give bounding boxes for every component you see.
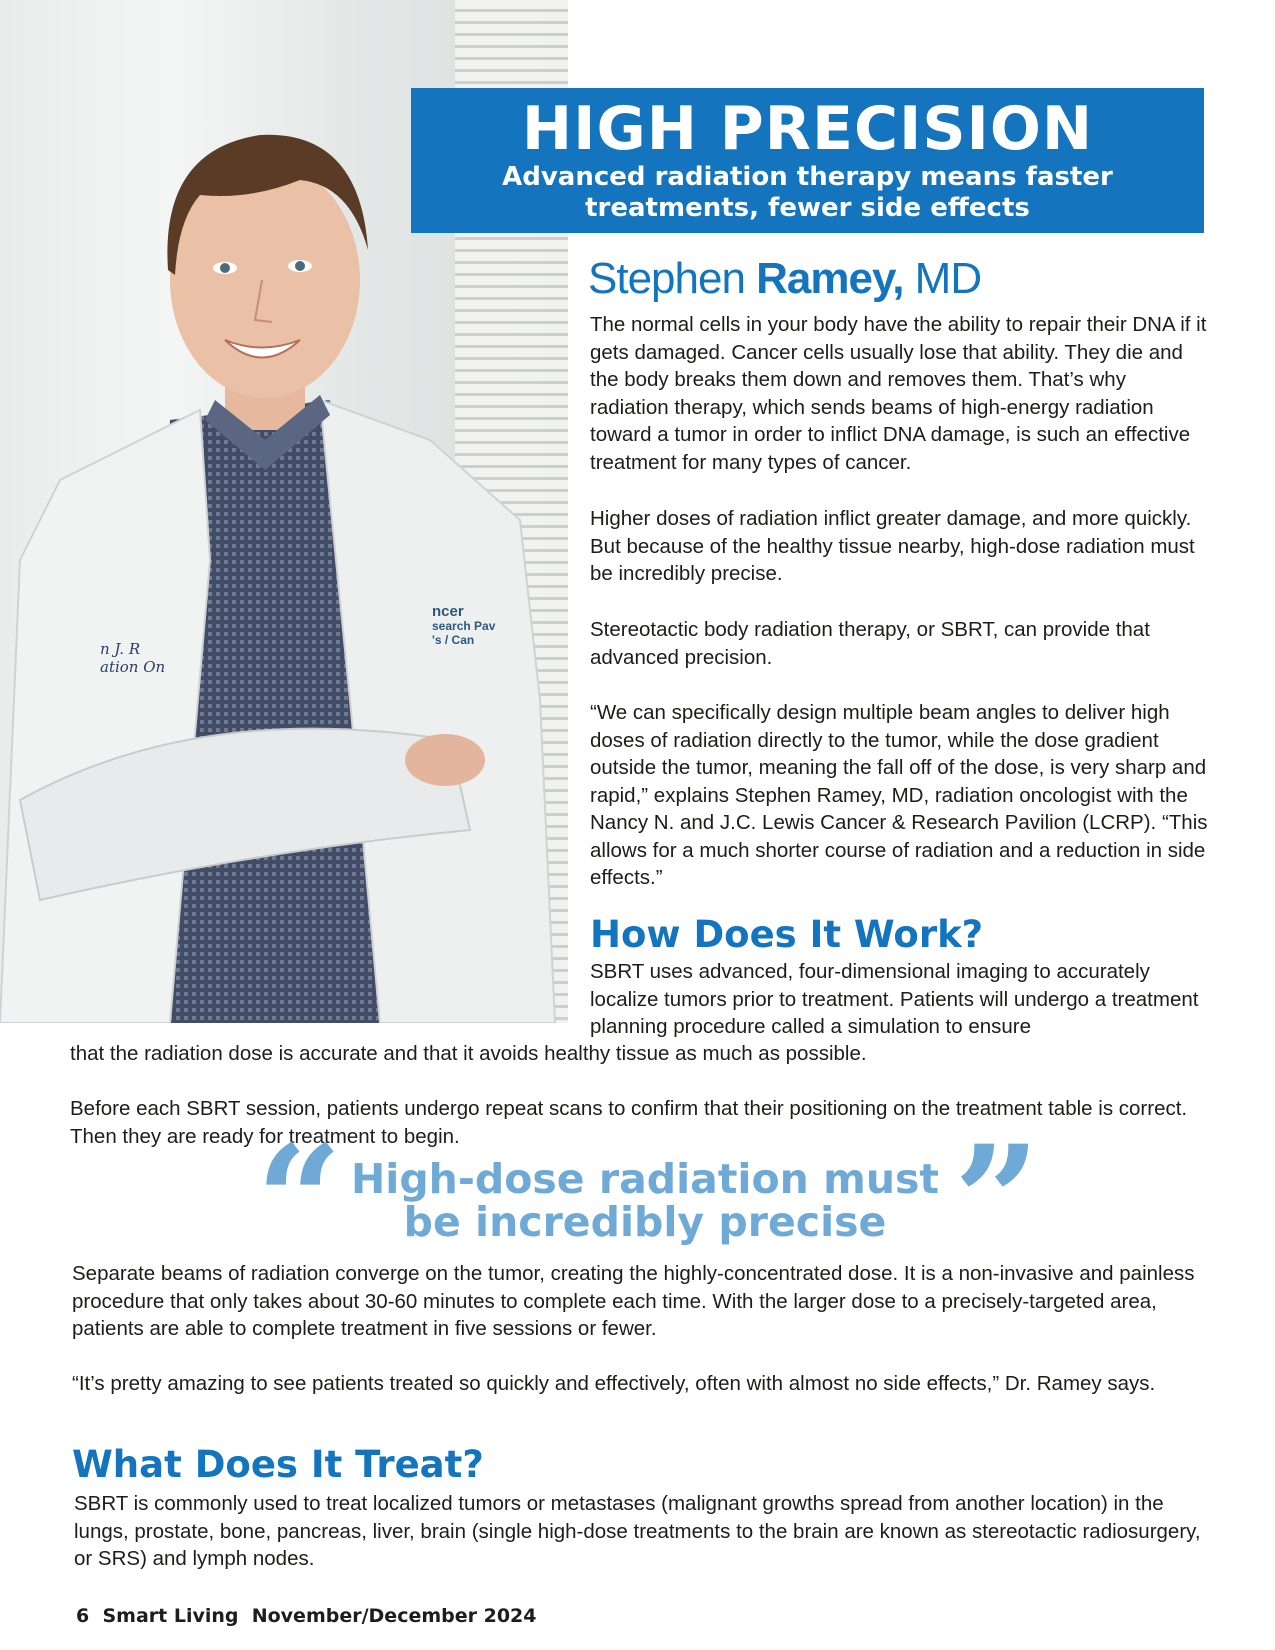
page-number: 6 bbox=[76, 1605, 90, 1627]
page-footer bbox=[76, 1605, 537, 1627]
paragraph-dose: Higher doses of radiation inflict greater damage, and more quickly. But because of the healthy tissue nearby, high-dose radiation must be incredibly precise. bbox=[590, 507, 1195, 585]
paragraph-converge: Separate beams of radiation converge on the tumor, creating the highly-concentrated dose. It is a non-invasive and painless procedure that only takes about 30-60 minutes to complete each time. With the larger dose to a precisely-targeted area, patients are able to complete treatment in five sessions or fewer. bbox=[72, 1262, 1195, 1340]
open-quote-mark: “ bbox=[256, 1113, 343, 1289]
author-credential: MD bbox=[903, 254, 982, 303]
coat-name: n J. R bbox=[100, 640, 141, 658]
author-byline bbox=[588, 255, 981, 303]
author-last-name: Ramey, bbox=[756, 254, 904, 303]
hero-banner bbox=[411, 88, 1204, 233]
paragraph-how-2: Before each SBRT session, patients undergo repeat scans to confirm that their positioning on the treatment table is correct. Then they are ready for treatment to begin. bbox=[70, 1097, 1188, 1148]
coat-title: ation On bbox=[100, 658, 166, 676]
author-first-name: Stephen bbox=[588, 254, 757, 303]
paragraph-intro: The normal cells in your body have the ability to repair their DNA if it gets damaged. Cancer cells usually lose that ability. They die and the body breaks them down and removes them. That’s why radiation therapy, which sends beams of high-energy radiation toward a tumor in order to inflict DNA damage, is such an effective treatment for many types of cancer. bbox=[590, 313, 1207, 474]
pull-quote bbox=[250, 1113, 1040, 1289]
issue-date: November/December 2024 bbox=[251, 1605, 537, 1627]
close-quote-mark: ” bbox=[953, 1113, 1040, 1289]
page-title: HIGH PRECISION bbox=[521, 94, 1094, 164]
pull-quote-text: High-dose radiation must be incredibly precise bbox=[350, 1155, 940, 1246]
heading-how-does-it-work: How Does It Work? bbox=[590, 913, 984, 956]
page-subtitle: Advanced radiation therapy means faster treatments, fewer side effects bbox=[502, 162, 1113, 223]
badge-line-3: 's / Can bbox=[432, 633, 475, 647]
paragraph-treat: SBRT is commonly used to treat localized tumors or metastases (malignant growths spread from another location) in the lungs, prostate, bone, pancreas, liver, brain (single high-dose treatments to the brain are known as stereotactic radiosurgery, or SRS) and lymph nodes. bbox=[74, 1492, 1201, 1570]
coat-badge bbox=[432, 605, 495, 647]
coat-embroidery bbox=[100, 640, 165, 676]
paragraph-sbrt: Stereotactic body radiation therapy, or SBRT, can provide that advanced precision. bbox=[590, 618, 1150, 669]
badge-line-1: ncer bbox=[432, 603, 464, 620]
publication-name: Smart Living bbox=[102, 1605, 239, 1627]
badge-line-2: search Pav bbox=[432, 619, 496, 633]
heading-what-does-it-treat: What Does It Treat? bbox=[72, 1443, 484, 1486]
paragraph-ramey-quote: “It’s pretty amazing to see patients treated so quickly and effectively, often with almost no side effects,” Dr. Ramey says. bbox=[72, 1372, 1156, 1395]
paragraph-how-1-continued: that the radiation dose is accurate and that it avoids healthy tissue as much as possible. bbox=[70, 1042, 867, 1065]
paragraph-quote-explanation: “We can specifically design multiple beam angles to deliver high doses of radiation directly to the tumor, while the dose gradient outside the tumor, meaning the fall off of the dose, is very sharp and rapid,” explains Stephen Ramey, MD, radiation oncologist with the Nancy N. and J.C. Lewis Cancer & Research Pavilion (LCRP). “This allows for a much shorter course of radiation and a reduction in side effects.” bbox=[590, 701, 1208, 889]
paragraph-how-1: SBRT uses advanced, four-dimensional imaging to accurately localize tumors prior to treatment. Patients will undergo a treatment planning procedure called a simulation to ensure bbox=[590, 960, 1199, 1038]
